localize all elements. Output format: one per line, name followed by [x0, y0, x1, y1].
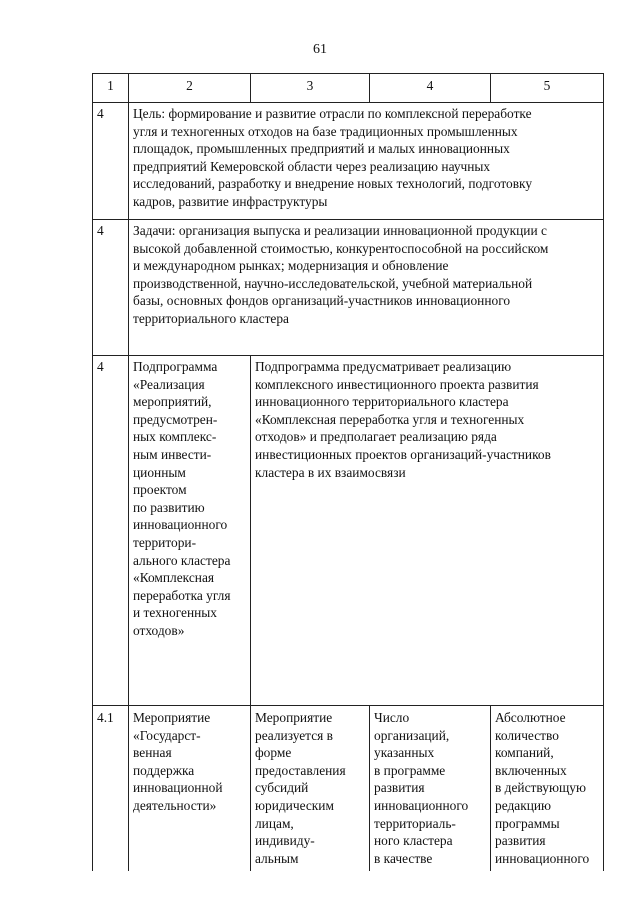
goal-row — [93, 103, 604, 220]
subprogram-description — [251, 356, 604, 706]
subprogram-name-line: Подпрограмма — [133, 359, 218, 374]
indicator-line: в программе — [374, 762, 446, 778]
measure-name-line: «Государст- — [133, 727, 201, 743]
subprogram-name-line: предусмотрен- — [133, 411, 218, 427]
indicator-line: в качестве — [374, 850, 433, 866]
measure-name-line: венная — [133, 745, 172, 761]
subprogram-desc-line: комплексного инвестиционного проекта развития — [255, 376, 539, 392]
subprogram-name-line: ционным — [133, 464, 186, 480]
measure-desc-line: реализуется в — [255, 727, 333, 743]
subprogram-name — [129, 356, 251, 706]
indicator-method-line: включенных — [495, 762, 567, 778]
goal-line: площадок, промышленных предприятий и малых инновационных — [133, 141, 510, 157]
header-row — [93, 74, 604, 103]
measure-desc-line: индивиду- — [255, 833, 315, 849]
subprogram-name-line: мероприятий, — [133, 394, 212, 410]
page-number: 61 — [313, 42, 327, 57]
indicator-line: развития — [374, 780, 425, 796]
header-col-4: 4 — [370, 74, 491, 103]
tasks-line: базы, основных фондов организаций-участников инновационного — [133, 293, 511, 309]
measure-desc-line: лицам, — [255, 815, 294, 831]
indicator-method-line: программы — [495, 815, 560, 831]
subprogram-name-line: проектом — [133, 482, 187, 498]
subprogram-desc-line: инновационного территориального кластера — [255, 394, 509, 410]
tasks-text — [129, 220, 604, 356]
subprogram-desc-line: Подпрограмма предусматривает реализацию — [255, 359, 512, 374]
subprogram-name-line: ных комплекс- — [133, 429, 217, 445]
header-col-1: 1 — [93, 74, 129, 103]
subprogram-name-line: «Комплексная — [133, 570, 215, 586]
indicator-method-line: компаний, — [495, 745, 554, 761]
measure-name-line: инновационной — [133, 780, 223, 796]
measure-desc-line: субсидий — [255, 780, 309, 796]
indicator-method-line: развития — [495, 833, 546, 849]
subprogram-row — [93, 356, 604, 706]
subprogram-name-line: переработка угля — [133, 587, 231, 603]
indicator-method — [491, 706, 604, 872]
tasks-row-number: 4 — [93, 220, 129, 356]
measure-description — [251, 706, 370, 872]
indicator-line: ного кластера — [374, 833, 453, 849]
indicator-name — [370, 706, 491, 872]
measure-desc-line: альным — [255, 850, 299, 866]
subprogram-name-line: по развитию — [133, 499, 205, 515]
subprogram-name-line: ального кластера — [133, 552, 231, 568]
indicator-method-line: редакцию — [495, 797, 552, 813]
subprogram-row-number: 4 — [93, 356, 129, 706]
measure-name-line: Мероприятие — [133, 710, 211, 725]
indicator-line: указанных — [374, 745, 435, 761]
goal-line: предприятий Кемеровской области через реализацию научных — [133, 158, 491, 174]
subprogram-name-line: и техногенных — [133, 605, 217, 621]
indicator-method-line: количество — [495, 727, 559, 743]
subprogram-desc-line: отходов» и предполагает реализацию ряда — [255, 429, 497, 445]
tasks-line: Задачи: организация выпуска и реализации инновационной продукции с — [133, 223, 547, 238]
tasks-line: и международном рынках; модернизация и обновление — [133, 258, 449, 274]
measure-row — [93, 706, 604, 872]
measure-name — [129, 706, 251, 872]
goal-line: исследований, разработку и внедрение новых технологий, подготовку — [133, 176, 533, 192]
tasks-line: производственной, научно-исследовательской, учебной материальной — [133, 275, 533, 291]
measure-desc-line: юридическим — [255, 797, 334, 813]
goal-text — [129, 103, 604, 220]
header-col-5: 5 — [491, 74, 604, 103]
subprogram-name-line: ным инвести- — [133, 446, 212, 462]
header-col-3: 3 — [251, 74, 370, 103]
header-col-2: 2 — [129, 74, 251, 103]
goal-line: Цель: формирование и развитие отрасли по комплексной переработке — [133, 106, 532, 121]
subprogram-name-line: отходов» — [133, 622, 185, 638]
subprogram-name-line: территори- — [133, 534, 197, 550]
subprogram-desc-line: кластера в их взаимосвязи — [255, 464, 406, 480]
indicator-line: территориаль- — [374, 815, 456, 831]
measure-row-number: 4.1 — [93, 706, 129, 872]
goal-line: угля и техногенных отходов на базе традиционных промышленных — [133, 123, 518, 139]
subprogram-desc-line: «Комплексная переработка угля и техногенных — [255, 411, 525, 427]
tasks-row — [93, 220, 604, 356]
measure-desc-line: форме — [255, 745, 292, 761]
indicator-method-line: Абсолютное — [495, 710, 566, 725]
tasks-line: территориального кластера — [133, 310, 290, 326]
indicator-method-line: в действующую — [495, 780, 586, 796]
subprogram-name-line: «Реализация — [133, 376, 205, 392]
indicator-line: инновационного — [374, 797, 469, 813]
indicator-method-line: инновационного — [495, 850, 590, 866]
subprogram-name-line: инновационного — [133, 517, 228, 533]
goal-row-number: 4 — [93, 103, 129, 220]
indicator-line: Число — [374, 710, 410, 725]
goal-line: кадров, развитие инфраструктуры — [133, 193, 328, 209]
measure-name-line: поддержка — [133, 762, 195, 778]
measure-name-line: деятельности» — [133, 797, 217, 813]
subprogram-desc-line: инвестиционных проектов организаций-участников — [255, 446, 551, 462]
tasks-line: высокой добавленной стоимостью, конкурентоспособной на российском — [133, 240, 549, 256]
measure-desc-line: предоставления — [255, 762, 346, 778]
indicator-line: организаций, — [374, 727, 450, 743]
measure-desc-line: Мероприятие — [255, 710, 333, 725]
program-table — [92, 73, 604, 871]
